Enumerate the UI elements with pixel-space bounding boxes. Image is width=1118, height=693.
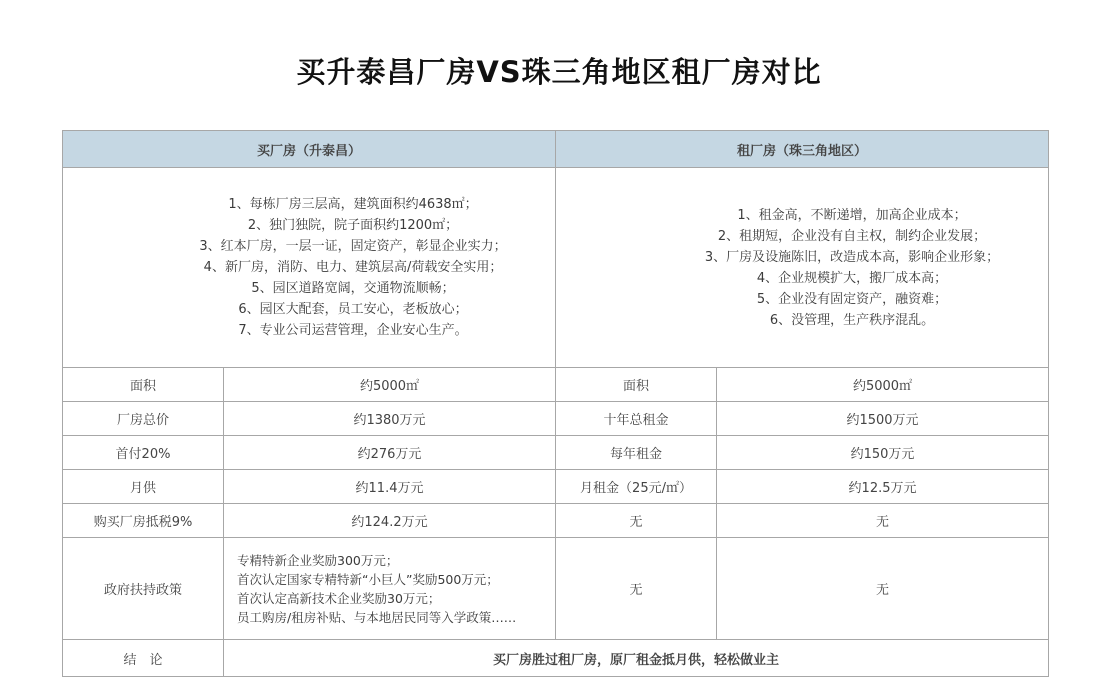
rent-label: 无 (556, 504, 717, 538)
rent-policy-label: 无 (556, 538, 717, 640)
rent-label: 十年总租金 (556, 402, 717, 436)
rent-label: 月租金（25元/㎡） (556, 470, 717, 504)
table-row (63, 470, 1049, 504)
buy-header: 买厂房（升泰昌） (63, 131, 556, 168)
conclusion-text: 买厂房胜过租厂房，原厂租金抵月供，轻松做业主 (224, 640, 1049, 677)
policy-row (63, 538, 1049, 640)
buy-point: 2、独门独院，院子面积约1200㎡； (247, 218, 459, 233)
buy-advantages (63, 168, 556, 368)
buy-value: 约124.2万元 (224, 504, 556, 538)
policy-item: 专精特新企业奖励300万元； (237, 552, 399, 568)
buy-point: 4、新厂房，消防、电力、建筑层高/荷载安全实用； (203, 260, 503, 275)
buy-point: 3、红本厂房，一层一证，固定资产，彰显企业实力； (199, 239, 507, 254)
rent-value: 约5000㎡ (717, 368, 1049, 402)
rent-point: 6、没管理，生产秩序混乱。 (769, 312, 935, 328)
buy-label: 购买厂房抵税9% (63, 504, 224, 538)
buy-point: 7、专业公司运营管理，企业安心生产。 (238, 323, 468, 338)
rent-point: 2、租期短，企业没有自主权，制约企业发展； (717, 228, 987, 244)
description-row (63, 168, 1049, 368)
policy-label: 政府扶持政策 (63, 538, 224, 640)
table-row (63, 504, 1049, 538)
policy-item: 首次认定国家专精特新“小巨人”奖励500万元； (237, 571, 499, 587)
rent-label: 每年租金 (556, 436, 717, 470)
policy-item: 首次认定高新技术企业奖励30万元； (237, 590, 441, 606)
buy-value: 约276万元 (224, 436, 556, 470)
rent-point: 4、企业规模扩大，搬厂成本高； (756, 270, 948, 286)
rent-value: 约1500万元 (717, 402, 1049, 436)
conclusion-label: 结 论 (63, 640, 224, 677)
rent-header: 租厂房（珠三角地区） (556, 131, 1049, 168)
policy-details (224, 538, 556, 640)
buy-label: 月供 (63, 470, 224, 504)
page-title: 买升泰昌厂房VS珠三角地区租厂房对比 (296, 55, 822, 89)
table-row (63, 436, 1049, 470)
rent-value: 约150万元 (717, 436, 1049, 470)
rent-point: 1、租金高，不断递增，加高企业成本； (737, 207, 967, 223)
conclusion-row (63, 640, 1049, 677)
rent-label: 面积 (556, 368, 717, 402)
policy-item: 员工购房/租房补贴、与本地居民同等入学政策…… (237, 609, 517, 625)
rent-point: 3、厂房及设施陈旧，改造成本高，影响企业形象； (704, 249, 1000, 265)
table-row (63, 368, 1049, 402)
buy-value: 约11.4万元 (224, 470, 556, 504)
rent-value: 约12.5万元 (717, 470, 1049, 504)
buy-value: 约1380万元 (224, 402, 556, 436)
rent-point: 5、企业没有固定资产，融资难； (756, 291, 948, 307)
buy-point: 1、每栋厂房三层高，建筑面积约4638㎡； (228, 197, 478, 212)
table-row (63, 402, 1049, 436)
buy-label: 首付20% (63, 436, 224, 470)
buy-point: 5、园区道路宽阔，交通物流顺畅； (251, 281, 455, 296)
table-header-row (63, 131, 1049, 168)
buy-label: 厂房总价 (63, 402, 224, 436)
rent-value: 无 (717, 504, 1049, 538)
buy-label: 面积 (63, 368, 224, 402)
buy-value: 约5000㎡ (224, 368, 556, 402)
buy-point: 6、园区大配套，员工安心，老板放心； (238, 302, 468, 317)
rent-disadvantages (556, 168, 1049, 368)
rent-policy-value: 无 (717, 538, 1049, 640)
comparison-table (62, 130, 1049, 677)
